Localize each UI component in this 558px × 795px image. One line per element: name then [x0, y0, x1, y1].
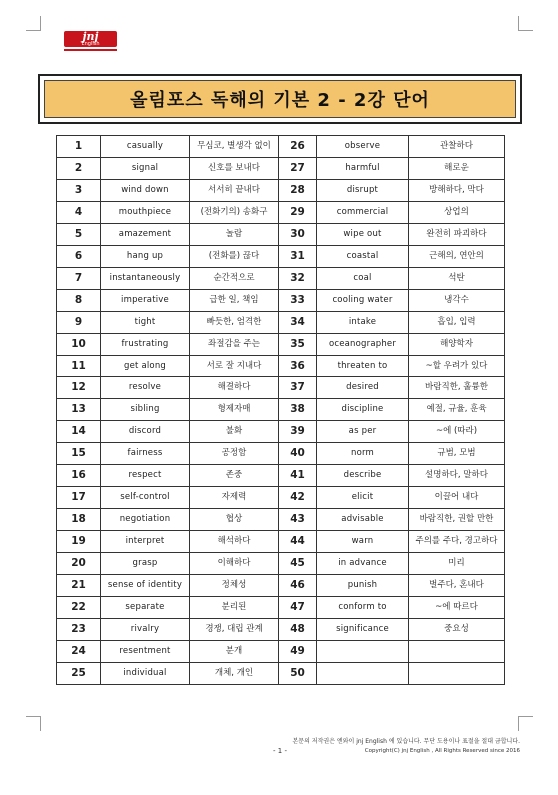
english-word: coal [317, 267, 409, 289]
korean-meaning: 이끌어 내다 [409, 487, 505, 509]
english-word: respect [101, 465, 190, 487]
word-number: 3 [57, 179, 101, 201]
word-number: 13 [57, 399, 101, 421]
korean-meaning: 경쟁, 대립 관계 [190, 618, 279, 640]
table-row [57, 377, 505, 399]
korean-meaning: 신호를 보내다 [190, 157, 279, 179]
word-number: 37 [279, 377, 317, 399]
korean-meaning: 관찰하다 [409, 136, 505, 158]
word-number: 30 [279, 223, 317, 245]
word-number: 21 [57, 575, 101, 597]
english-word: hang up [101, 245, 190, 267]
table-row [57, 618, 505, 640]
word-number: 8 [57, 289, 101, 311]
english-word: describe [317, 465, 409, 487]
korean-meaning: 무심코, 별생각 없이 [190, 136, 279, 158]
korean-meaning: 놀람 [190, 223, 279, 245]
word-number: 4 [57, 201, 101, 223]
english-word: rivalry [101, 618, 190, 640]
english-word: observe [317, 136, 409, 158]
table-row [57, 553, 505, 575]
english-word: elicit [317, 487, 409, 509]
korean-meaning: 협상 [190, 509, 279, 531]
crop-mark-top-right [518, 16, 533, 31]
korean-meaning: 정체성 [190, 575, 279, 597]
korean-meaning: (전화기의) 송화구 [190, 201, 279, 223]
word-number: 2 [57, 157, 101, 179]
word-number: 5 [57, 223, 101, 245]
word-number: 44 [279, 531, 317, 553]
word-number: 36 [279, 355, 317, 377]
vocabulary-table-body [57, 136, 505, 685]
korean-meaning: 개체, 개인 [190, 662, 279, 684]
word-number: 19 [57, 531, 101, 553]
word-number: 35 [279, 333, 317, 355]
english-word: individual [101, 662, 190, 684]
english-word: fairness [101, 443, 190, 465]
word-number: 25 [57, 662, 101, 684]
korean-meaning: 방해하다, 막다 [409, 179, 505, 201]
vocabulary-table [56, 135, 505, 685]
word-number: 49 [279, 640, 317, 662]
english-word: imperative [101, 289, 190, 311]
footer-notice: 본문의 저작권은 엔와이 jnj English 에 있습니다. 무단 도용이나 표절을 절대 금합니다. [292, 738, 520, 745]
table-row [57, 245, 505, 267]
table-row [57, 267, 505, 289]
english-word: instantaneously [101, 267, 190, 289]
page-title: 올림포스 독해의 기본 2 - 2강 단어 [130, 90, 430, 111]
word-number: 34 [279, 311, 317, 333]
word-number: 12 [57, 377, 101, 399]
word-number: 43 [279, 509, 317, 531]
korean-meaning: 좌절감을 주는 [190, 333, 279, 355]
word-number: 10 [57, 333, 101, 355]
table-row [57, 223, 505, 245]
english-word: wind down [101, 179, 190, 201]
korean-meaning: 불화 [190, 421, 279, 443]
table-row [57, 355, 505, 377]
table-row [57, 157, 505, 179]
english-word: get along [101, 355, 190, 377]
crop-mark-bottom-left [26, 716, 41, 731]
crop-mark-bottom-right [518, 716, 533, 731]
korean-meaning: 설명하다, 말하다 [409, 465, 505, 487]
korean-meaning: 냉각수 [409, 289, 505, 311]
english-word: sense of identity [101, 575, 190, 597]
word-number: 26 [279, 136, 317, 158]
table-row [57, 465, 505, 487]
english-word: resolve [101, 377, 190, 399]
word-number: 42 [279, 487, 317, 509]
table-row [57, 289, 505, 311]
logo-brand-text: jnj [82, 30, 99, 43]
english-word [317, 640, 409, 662]
korean-meaning: 미리 [409, 553, 505, 575]
korean-meaning: ~에 (따라) [409, 421, 505, 443]
english-word: self-control [101, 487, 190, 509]
table-row [57, 597, 505, 619]
english-word: in advance [317, 553, 409, 575]
korean-meaning: 빠듯한, 엄격한 [190, 311, 279, 333]
word-number: 41 [279, 465, 317, 487]
korean-meaning: 자제력 [190, 487, 279, 509]
word-number: 31 [279, 245, 317, 267]
english-word: casually [101, 136, 190, 158]
korean-meaning: 순간적으로 [190, 267, 279, 289]
footer-copyright: Copyright(C) jnj English , All Rights Reserved since 2016 [364, 748, 520, 754]
korean-meaning: 벌주다, 혼내다 [409, 575, 505, 597]
english-word: conform to [317, 597, 409, 619]
english-word: punish [317, 575, 409, 597]
word-number: 46 [279, 575, 317, 597]
korean-meaning: 이해하다 [190, 553, 279, 575]
english-word: norm [317, 443, 409, 465]
word-number: 9 [57, 311, 101, 333]
korean-meaning: 근해의, 연안의 [409, 245, 505, 267]
table-row [57, 311, 505, 333]
english-word: mouthpiece [101, 201, 190, 223]
word-number: 47 [279, 597, 317, 619]
english-word: disrupt [317, 179, 409, 201]
table-row [57, 136, 505, 158]
word-number: 23 [57, 618, 101, 640]
title-box [44, 80, 516, 118]
english-word: intake [317, 311, 409, 333]
word-number: 29 [279, 201, 317, 223]
english-word: oceanographer [317, 333, 409, 355]
english-word: commercial [317, 201, 409, 223]
word-number: 7 [57, 267, 101, 289]
english-word: as per [317, 421, 409, 443]
korean-meaning: 완전히 파괴하다 [409, 223, 505, 245]
korean-meaning: 예절, 규율, 훈육 [409, 399, 505, 421]
english-word: wipe out [317, 223, 409, 245]
korean-meaning: 주의를 주다, 경고하다 [409, 531, 505, 553]
korean-meaning: 해결하다 [190, 377, 279, 399]
korean-meaning: 중요성 [409, 618, 505, 640]
table-row [57, 662, 505, 684]
table-row [57, 531, 505, 553]
word-number: 22 [57, 597, 101, 619]
korean-meaning: 규범, 모범 [409, 443, 505, 465]
table-row [57, 201, 505, 223]
word-number: 6 [57, 245, 101, 267]
korean-meaning: 상업의 [409, 201, 505, 223]
word-number: 18 [57, 509, 101, 531]
korean-meaning: 해석하다 [190, 531, 279, 553]
korean-meaning: 서서히 끝내다 [190, 179, 279, 201]
logo-sub-text: English [81, 41, 100, 47]
korean-meaning: 공정함 [190, 443, 279, 465]
korean-meaning: 급한 일, 책임 [190, 289, 279, 311]
korean-meaning [409, 662, 505, 684]
korean-meaning: 서로 잘 지내다 [190, 355, 279, 377]
english-word: sibling [101, 399, 190, 421]
korean-meaning: 바람직한, 훌륭한 [409, 377, 505, 399]
word-number: 16 [57, 465, 101, 487]
english-word: advisable [317, 509, 409, 531]
word-number: 45 [279, 553, 317, 575]
table-row [57, 640, 505, 662]
word-number: 17 [57, 487, 101, 509]
english-word: interpret [101, 531, 190, 553]
word-number: 1 [57, 136, 101, 158]
word-number: 20 [57, 553, 101, 575]
table-row [57, 179, 505, 201]
english-word: coastal [317, 245, 409, 267]
english-word: grasp [101, 553, 190, 575]
korean-meaning: 해로운 [409, 157, 505, 179]
korean-meaning: 형제자매 [190, 399, 279, 421]
english-word: desired [317, 377, 409, 399]
korean-meaning: 분리된 [190, 597, 279, 619]
english-word: threaten to [317, 355, 409, 377]
word-number: 39 [279, 421, 317, 443]
word-number: 11 [57, 355, 101, 377]
english-word: warn [317, 531, 409, 553]
table-row [57, 443, 505, 465]
word-number: 50 [279, 662, 317, 684]
word-number: 27 [279, 157, 317, 179]
jnj-logo [64, 31, 117, 52]
word-number: 32 [279, 267, 317, 289]
table-row [57, 333, 505, 355]
english-word: separate [101, 597, 190, 619]
korean-meaning: 바람직한, 권할 만한 [409, 509, 505, 531]
english-word: negotiation [101, 509, 190, 531]
korean-meaning [409, 640, 505, 662]
korean-meaning: 존중 [190, 465, 279, 487]
english-word: resentment [101, 640, 190, 662]
english-word: frustrating [101, 333, 190, 355]
korean-meaning: 석탄 [409, 267, 505, 289]
english-word: cooling water [317, 289, 409, 311]
korean-meaning: 해양학자 [409, 333, 505, 355]
logo-underline [64, 49, 117, 51]
word-number: 38 [279, 399, 317, 421]
english-word: discord [101, 421, 190, 443]
table-row [57, 575, 505, 597]
korean-meaning: ~할 우려가 있다 [409, 355, 505, 377]
crop-mark-top-left [26, 16, 41, 31]
word-number: 48 [279, 618, 317, 640]
word-number: 15 [57, 443, 101, 465]
word-number: 14 [57, 421, 101, 443]
word-number: 24 [57, 640, 101, 662]
table-row [57, 399, 505, 421]
page-number: - 1 - [273, 747, 287, 755]
table-row [57, 509, 505, 531]
word-number: 33 [279, 289, 317, 311]
korean-meaning: 흡입, 입력 [409, 311, 505, 333]
english-word [317, 662, 409, 684]
table-row [57, 421, 505, 443]
korean-meaning: 분개 [190, 640, 279, 662]
english-word: amazement [101, 223, 190, 245]
english-word: signal [101, 157, 190, 179]
english-word: discipline [317, 399, 409, 421]
title-banner [38, 74, 522, 124]
english-word: harmful [317, 157, 409, 179]
korean-meaning: (전화를) 끊다 [190, 245, 279, 267]
english-word: significance [317, 618, 409, 640]
table-row [57, 487, 505, 509]
word-number: 40 [279, 443, 317, 465]
korean-meaning: ~에 따르다 [409, 597, 505, 619]
word-number: 28 [279, 179, 317, 201]
english-word: tight [101, 311, 190, 333]
